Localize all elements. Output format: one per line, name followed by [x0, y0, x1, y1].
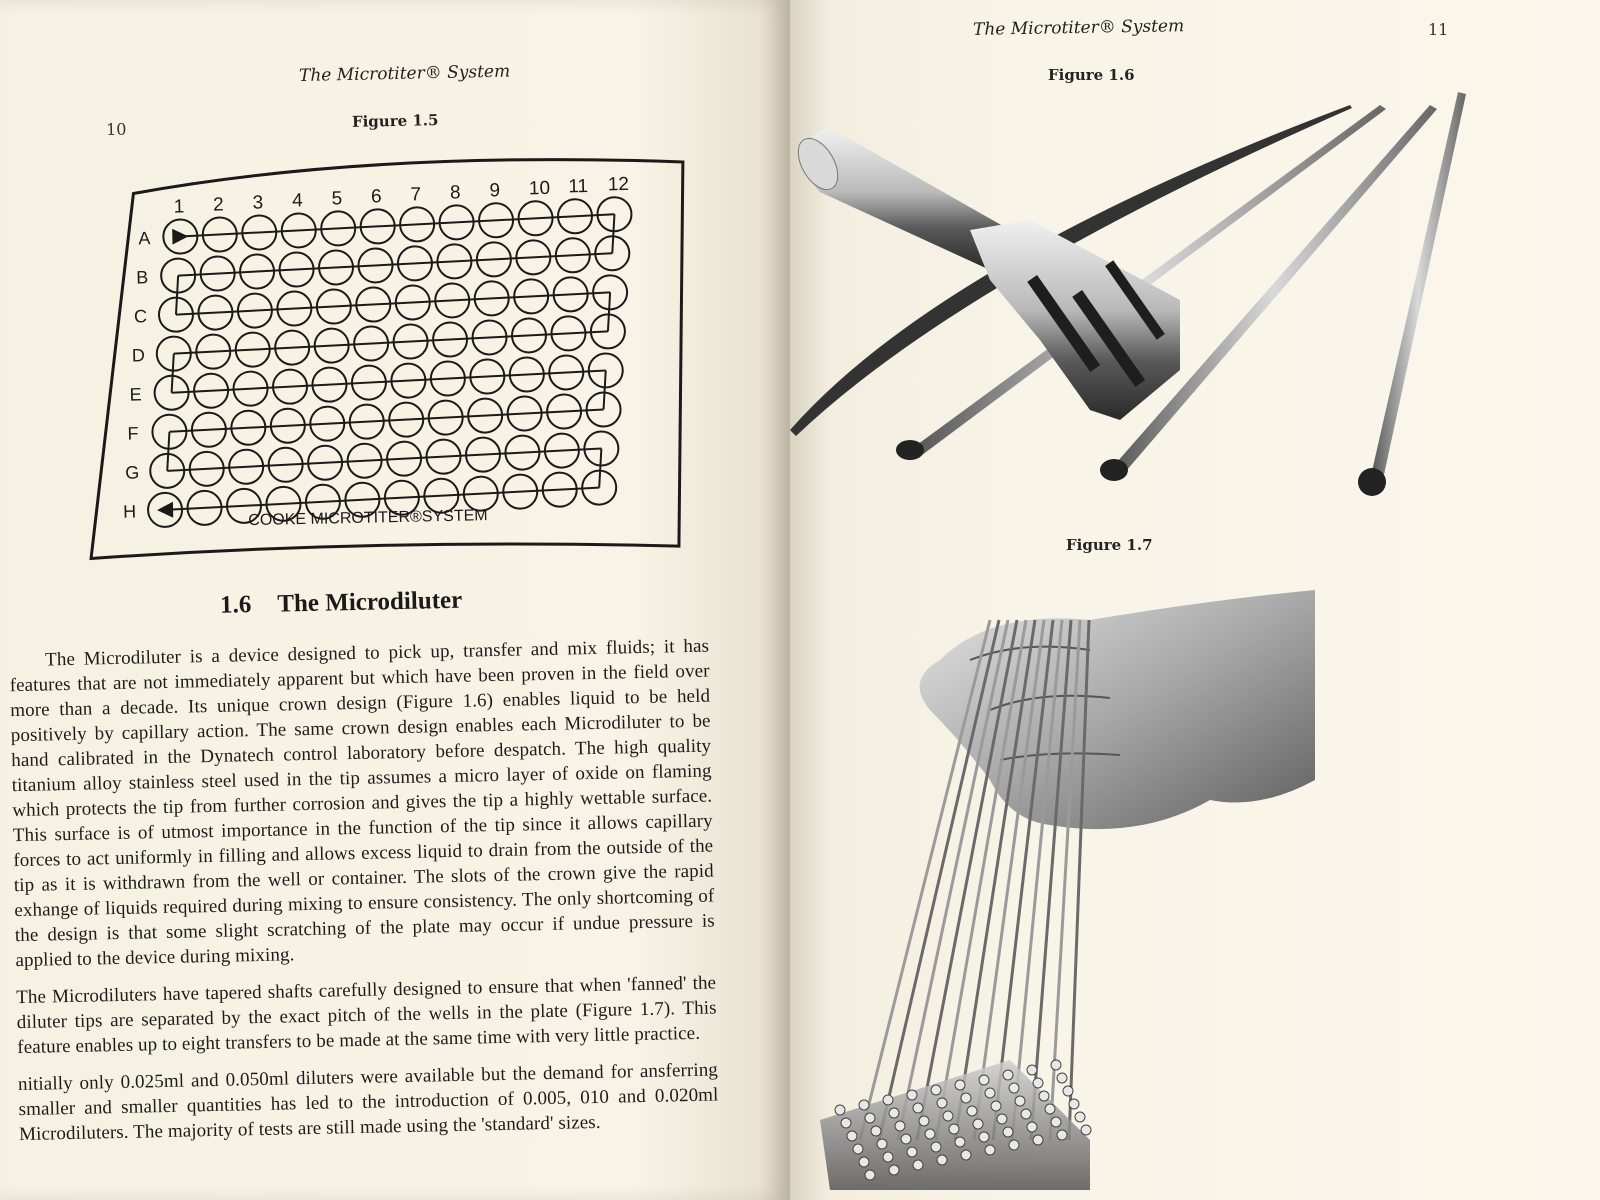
photo-well: [985, 1088, 995, 1098]
path-segment: [165, 488, 600, 510]
photo-well: [913, 1103, 923, 1113]
photo-well: [967, 1106, 977, 1116]
photo-well: [1057, 1073, 1067, 1083]
photo-well: [1057, 1130, 1067, 1140]
start-arrow-icon: [172, 228, 188, 244]
photo-well: [913, 1160, 923, 1170]
photo-well: [973, 1119, 983, 1129]
path-turn: [603, 370, 607, 409]
page-number-right: 11: [1428, 20, 1449, 39]
photo-well: [901, 1134, 911, 1144]
column-label: 9: [489, 180, 501, 202]
photo-well: [883, 1152, 893, 1162]
path-segment: [180, 214, 615, 236]
path-segment: [171, 370, 606, 392]
figure-1-7-caption: Figure 1.7: [1066, 536, 1153, 554]
right-page: [790, 0, 1600, 1200]
photo-well: [835, 1105, 845, 1115]
photo-well: [919, 1116, 929, 1126]
photo-well: [955, 1137, 965, 1147]
photo-well: [1033, 1135, 1043, 1145]
photo-well: [1069, 1099, 1079, 1109]
end-arrow-icon: [157, 502, 173, 518]
photo-well: [1039, 1091, 1049, 1101]
row-label: E: [129, 384, 142, 405]
photo-well: [1045, 1104, 1055, 1114]
photo-well: [889, 1108, 899, 1118]
page-number-left: 10: [105, 119, 127, 140]
figure-1-6-caption: Figure 1.6: [1048, 66, 1135, 84]
photo-well: [865, 1113, 875, 1123]
photo-well: [961, 1093, 971, 1103]
path-turn: [611, 214, 615, 253]
photo-well: [1051, 1060, 1061, 1070]
photo-well: [937, 1098, 947, 1108]
paragraph-3: nitially only 0.025ml and 0.050ml diluters were available but the demand for ansferring smaller and smaller quantities has led to the introduction of 0.005, 010 and 0.020ml Microdiluters. The majority of tests are still made using the 'standard' sizes.: [17, 1059, 719, 1146]
photo-well: [985, 1145, 995, 1155]
row-label: G: [125, 462, 140, 483]
column-label: 1: [173, 196, 185, 218]
photo-well: [979, 1075, 989, 1085]
photo-well: [889, 1165, 899, 1175]
photo-well: [1027, 1122, 1037, 1132]
column-label: 3: [252, 192, 264, 214]
path-segment: [167, 449, 602, 471]
photo-well: [907, 1090, 917, 1100]
photo-well: [991, 1101, 1001, 1111]
figure-1-7-hand-photo: [790, 580, 1350, 1200]
path-turn: [171, 354, 175, 393]
photo-well: [937, 1155, 947, 1165]
column-label: 5: [331, 188, 343, 210]
photo-well: [949, 1124, 959, 1134]
paragraph-2: The Microdiluters have tapered shafts carefully designed to ensure that when 'fanned' the diluter tips are separated by the exact pitch of the wells in the plate (Figure 1.7). This feature enables up to eight transfers to be made at the same time with very little practice.: [16, 972, 717, 1059]
photo-well: [1003, 1127, 1013, 1137]
path-turn: [598, 449, 602, 488]
column-label: 4: [291, 190, 303, 212]
row-label: A: [138, 228, 151, 249]
figure-1-6-microdiluter-photo: [790, 80, 1510, 520]
crown-tip-1: [896, 440, 924, 460]
photo-well: [853, 1144, 863, 1154]
body-text: [9, 634, 720, 1160]
photo-well: [1075, 1112, 1085, 1122]
photo-well: [1021, 1109, 1031, 1119]
photo-well: [859, 1100, 869, 1110]
path-turn: [175, 276, 179, 315]
photo-well: [1063, 1086, 1073, 1096]
column-label: 6: [370, 186, 382, 208]
photo-well: [1015, 1096, 1025, 1106]
photo-well: [931, 1142, 941, 1152]
figure-1-5-caption: Figure 1.5: [351, 111, 439, 131]
column-label: 2: [212, 194, 224, 216]
photo-well: [1003, 1070, 1013, 1080]
photo-well: [1009, 1140, 1019, 1150]
path-turn: [607, 292, 611, 331]
crown-tip-2: [1100, 459, 1128, 481]
section-title: The Microdiluter: [277, 586, 463, 618]
section-number: 1.6: [219, 591, 252, 619]
photo-well: [979, 1132, 989, 1142]
left-page-content: [0, 0, 790, 1200]
row-label: D: [131, 345, 146, 366]
row-label: F: [127, 423, 139, 444]
shaft-3: [1370, 92, 1466, 484]
photo-well: [883, 1095, 893, 1105]
photo-well: [865, 1170, 875, 1180]
running-head-right: The Microtiter® System: [972, 16, 1185, 40]
plate-wells: [142, 197, 638, 530]
photo-well: [1027, 1065, 1037, 1075]
column-label: 11: [568, 175, 589, 198]
photo-well: [1009, 1083, 1019, 1093]
photo-well: [961, 1150, 971, 1160]
column-label: 10: [528, 177, 551, 200]
left-page: [0, 0, 790, 1200]
column-label: 12: [607, 173, 630, 196]
photo-well: [847, 1131, 857, 1141]
photo-well: [841, 1118, 851, 1128]
photo-well: [943, 1111, 953, 1121]
photo-well: [1081, 1125, 1091, 1135]
path-segment: [176, 292, 611, 314]
crown-tip-3: [1358, 468, 1386, 496]
photo-well: [931, 1085, 941, 1095]
row-label: H: [122, 501, 137, 522]
photo-well: [907, 1147, 917, 1157]
row-label: C: [133, 306, 148, 327]
photo-well: [871, 1126, 881, 1136]
photo-well: [895, 1121, 905, 1131]
section-heading: [220, 587, 463, 620]
photo-well: [859, 1157, 869, 1167]
path-segment: [169, 409, 604, 431]
photo-well: [1033, 1078, 1043, 1088]
photo-well: [955, 1080, 965, 1090]
column-label: 8: [449, 182, 461, 204]
column-labels: [173, 174, 629, 218]
running-head-left: The Microtiter® System: [298, 61, 511, 86]
photo-well: [1051, 1117, 1061, 1127]
photo-well: [997, 1114, 1007, 1124]
microtiter-plate-diagram: [70, 134, 709, 577]
path-segment: [178, 253, 613, 275]
plate-system-label: COOKE MICROTITER®SYSTEM: [248, 507, 488, 530]
photo-well: [877, 1139, 887, 1149]
photo-well: [925, 1129, 935, 1139]
paragraph-1: The Microdiluter is a device designed to pick up, transfer and mix fluids; it has features that are not immediately apparent but which have been proven in the field over more than a decade. Its unique crown design (Figure 1.6) enables liquid to be held positively by capillary action. The same crown design enables each Microdiluter to be hand calibrated in the Dynatech control laboratory before despatch. The high quality titanium alloy stainless steel used in the tip assumes a micro layer of oxide on flaming which protects the tip from further corrosion and gives the tip a highly wettable surface. This surface is of utmost importance in the function of the tip since it allows capillary forces to act uniformly in filling and allows excess liquid to drain from the outside of the tip as it is withdrawn from the well or container. The slots of the crown give the rapid exhange of liquids required during mixing to ensure consistency. The only shortcoming of the design is that some slight scratching of the plate may occur if undue pressure is applied to the device during mixing.: [9, 635, 716, 972]
path-segment: [174, 331, 609, 353]
path-turn: [166, 432, 170, 471]
row-label: B: [135, 267, 149, 288]
column-label: 7: [410, 184, 422, 206]
